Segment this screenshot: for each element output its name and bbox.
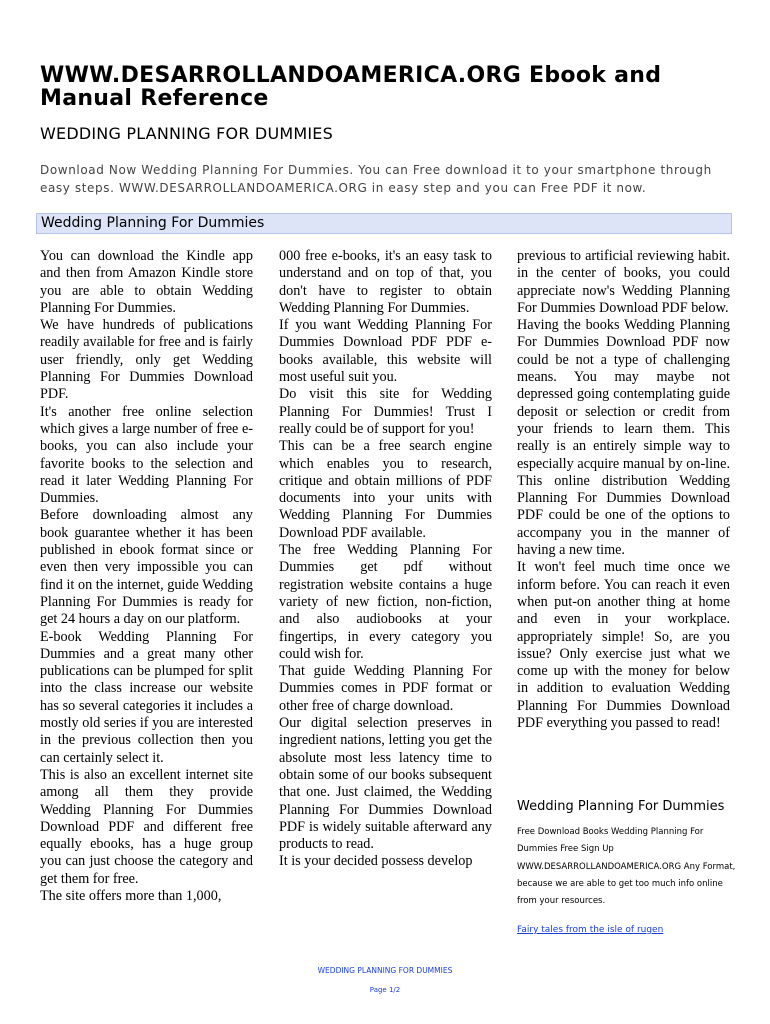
column-paragraph: Our digital selection preserves in ingredient nations, letting you get the absolute most less latency time to obtain some of our books subsequent that one. Just claimed, the Wedding Planning For Dummies Download PDF is widely suitable afterward any products to read. (279, 715, 492, 853)
sidebar-line: Dummies Free Sign Up (517, 844, 614, 855)
column-paragraph: Having the books Wedding Planning For Dummies Download PDF now could be not a type of challenging means. You may maybe not depressed going contemplating guide deposit or selection or credit from your friends to learn them. This really is an entirely simple way to especially acquire manual by on-line. This online distribution Wedding Planning For Dummies Download PDF could be one of the options to accompany you in the manner of having a new time. (517, 317, 730, 559)
column-paragraph: That guide Wedding Planning For Dummies comes in PDF format or other free of charge download. (279, 663, 492, 714)
column-paragraph: E-book Wedding Planning For Dummies and a great many other publications can be plumped for split into the class increase our website has so several categories it includes a mostly old series if you are interested in the previous collection then you can certainly select it. (40, 628, 253, 766)
column-paragraph: You can download the Kindle app and then from Amazon Kindle store you are able to obtain Wedding Planning For Dummies. (40, 248, 253, 316)
page-number: Page 1/2 (369, 986, 401, 994)
column-paragraph: 000 free e-books, it's an easy task to understand and on top of that, you don't have to register to obtain Wedding Planning For Dummies. (279, 248, 492, 316)
sidebar-heading: Wedding Planning For Dummies (517, 799, 725, 814)
column-paragraph: The free Wedding Planning For Dummies get pdf without registration website contains a huge variety of new fiction, non-fiction, and also audiobooks at your fingertips, in every category you could wish for. (279, 542, 492, 662)
intro-paragraph: Download Now Wedding Planning For Dummies. You can Free download it to your smartphone through easy steps. WWW.DESARROLLANDOAMERICA.ORG in easy step and you can Free PDF it now. (40, 163, 712, 195)
sidebar-line: because we are able to get too much info online (517, 878, 723, 889)
sidebar-text (517, 824, 737, 910)
column-paragraph: This can be a free search engine which enables you to research, critique and obtain millions of PDF documents into your units with Wedding Planning For Dummies Download PDF available. (279, 438, 492, 541)
text-column-3 (517, 248, 730, 732)
sidebar-line: WWW.DESARROLLANDOAMERICA.ORG Any Format, (517, 861, 736, 872)
column-paragraph: It's another free online selection which gives a large number of free e-books, you can also include your favorite books to the selection and read it later Wedding Planning For Dummies. (40, 403, 253, 507)
text-column-1 (40, 248, 253, 905)
column-paragraph: If you want Wedding Planning For Dummies Download PDF PDF e-books available, this website will most useful suit you. (279, 317, 492, 386)
related-book-link[interactable]: Fairy tales from the isle of rugen (517, 925, 664, 935)
column-paragraph: It is your decided possess develop (279, 853, 473, 870)
sidebar-line: from your resources. (517, 896, 606, 907)
column-paragraph: previous to artificial reviewing habit. in the center of books, you could appreciate now's Wedding Planning For Dummies Download PDF below. (517, 248, 730, 316)
column-paragraph: The site offers more than 1,000, (40, 887, 222, 904)
section-title: Wedding Planning For Dummies (41, 215, 265, 231)
sidebar-line: Free Download Books Wedding Planning For (517, 827, 704, 837)
column-paragraph: Do visit this site for Wedding Planning For Dummies! Trust I really could be of support for you! (279, 386, 492, 437)
column-paragraph: It won't feel much time once we inform before. You can reach it even when put-on another thing at home and even in your workplace. appropriately simple! So, are you issue? Only exercise just what we come up with the money for below in addition to evaluation Wedding Planning For Dummies Download PDF everything you passed to read! (517, 559, 730, 732)
column-paragraph: This is also an excellent internet site among all them they provide Wedding Planning For Dummies Download PDF and different free equally ebooks, has a huge group you can just choose the category and get them for free. (40, 766, 253, 887)
text-column-2 (279, 248, 492, 871)
section-header-bar (36, 213, 732, 234)
site-title: WWW.DESARROLLANDOAMERICA.ORG Ebook and Manual Reference (40, 63, 662, 111)
column-paragraph: Before downloading almost any book guarantee whether it has been published in ebook format since or even then very impossible you can find it on the internet, guide Wedding Planning For Dummies is ready for get 24 hours a day on our platform. (40, 507, 253, 628)
footer-title: WEDDING PLANNING FOR DUMMIES (317, 966, 453, 975)
column-paragraph: We have hundreds of publications readily available for free and is fairly user friendly, only get Wedding Planning For Dummies Download PDF. (40, 317, 253, 403)
document-subtitle: WEDDING PLANNING FOR DUMMIES (40, 124, 333, 143)
